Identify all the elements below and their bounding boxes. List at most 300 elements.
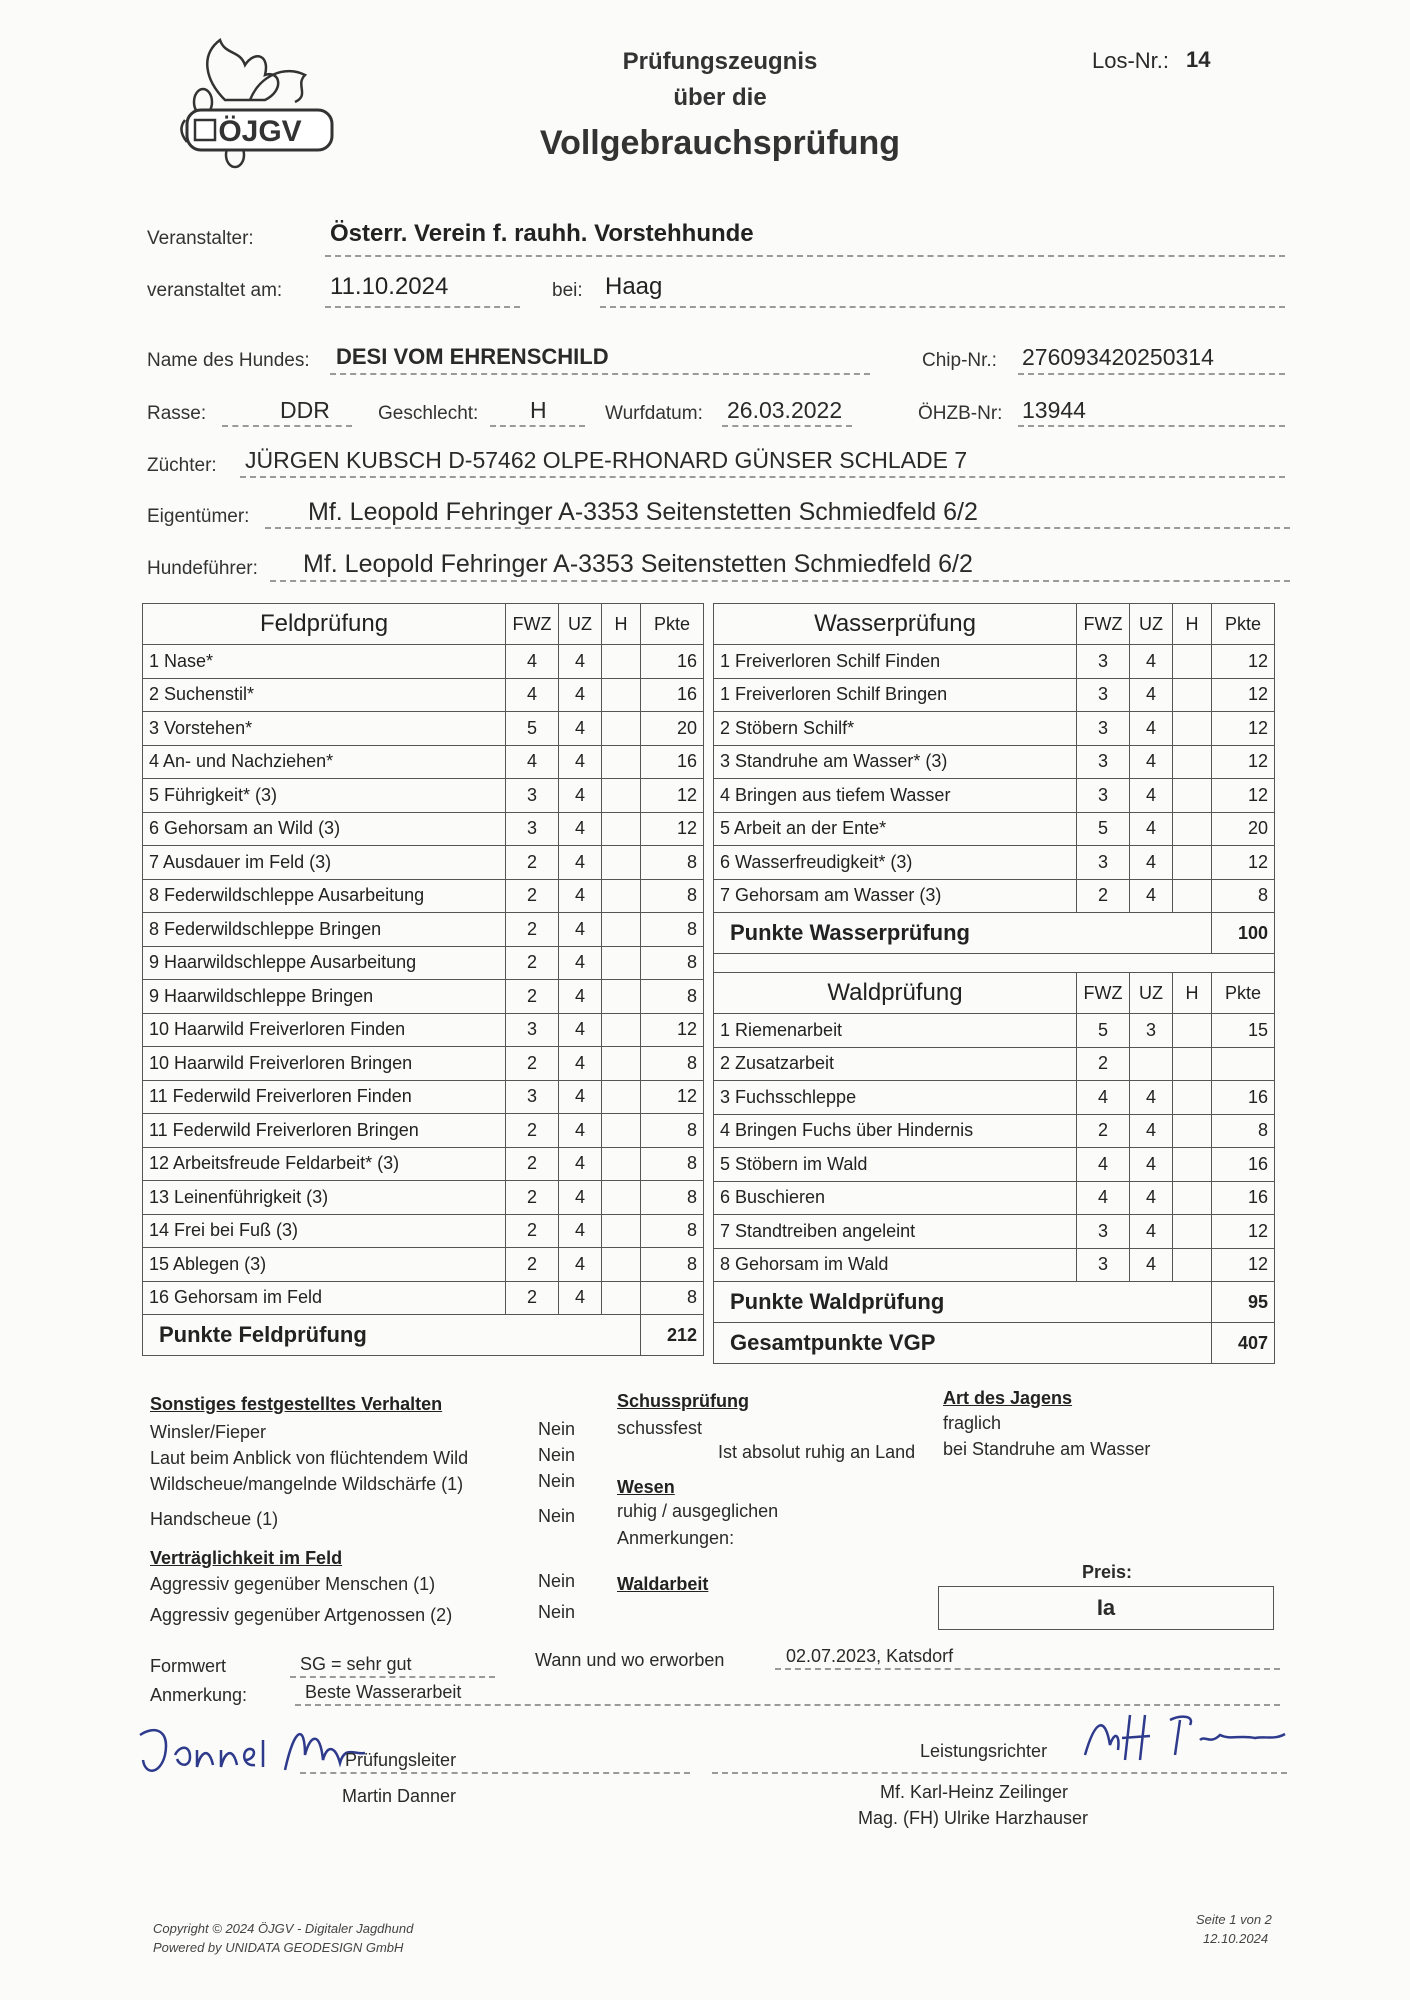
- wald-item-pkte: 8: [1212, 1114, 1275, 1148]
- feld-item-fwz: 3: [506, 1013, 559, 1047]
- col-fwz: FWZ: [506, 604, 559, 645]
- feld-item-name: 1 Nase*: [143, 645, 506, 679]
- anmerkungen-label: Anmerkungen:: [617, 1528, 735, 1548]
- eigentuemer-line: [265, 527, 1290, 529]
- feld-item-pkte: 8: [641, 1047, 704, 1081]
- feld-row: [143, 645, 704, 679]
- col-fwz: FWZ: [1077, 604, 1130, 645]
- feld-item-uz: 4: [559, 1047, 602, 1081]
- datum-value: 11.10.2024: [330, 273, 449, 300]
- ohzb-value: 13944: [1022, 397, 1086, 423]
- feld-item-uz: 4: [559, 1181, 602, 1215]
- preis-label: Preis:: [1082, 1562, 1133, 1582]
- feld-item-h: [602, 1214, 641, 1248]
- verhalten-item-label: Handscheue (1): [150, 1509, 279, 1529]
- los-label: Los-Nr.:: [1092, 48, 1170, 73]
- feld-item-name: 10 Haarwild Freiverloren Finden: [143, 1013, 506, 1047]
- feld-item-h: [602, 812, 641, 846]
- feld-row: [143, 879, 704, 913]
- wasser-item-uz: 4: [1130, 712, 1173, 746]
- title-line2: über die: [673, 84, 767, 111]
- veranstalter-line: [325, 255, 1285, 257]
- feld-item-fwz: 2: [506, 1181, 559, 1215]
- verhalten-item-label: Aggressiv gegenüber Menschen (1): [150, 1574, 436, 1594]
- wasser-item-uz: 4: [1130, 879, 1173, 913]
- wasser-wald-table: [713, 603, 1275, 1364]
- footer-date: 12.10.2024: [1203, 1931, 1269, 1946]
- pruefungsleiter-name: Martin Danner: [342, 1786, 457, 1806]
- rasse-value: DDR: [280, 397, 330, 423]
- wald-item-h: [1173, 1014, 1212, 1048]
- feld-item-pkte: 8: [641, 980, 704, 1014]
- fuehrer-value: Mf. Leopold Fehringer A-3353 Seitenstetten Schmiedfeld 6/2: [303, 550, 973, 578]
- feld-item-name: 11 Federwild Freiverloren Bringen: [143, 1114, 506, 1148]
- feld-row: [143, 712, 704, 746]
- wald-row: [714, 1181, 1275, 1215]
- verhalten-item-label: Laut beim Anblick von flüchtendem Wild: [150, 1448, 469, 1468]
- wasser-item-pkte: 20: [1212, 812, 1275, 846]
- preis-value: Ia: [938, 1586, 1274, 1630]
- signature-pruefungsleiter: [135, 1715, 375, 1785]
- wald-item-pkte: 16: [1212, 1181, 1275, 1215]
- wasser-row: [714, 645, 1275, 679]
- feld-item-pkte: 12: [641, 1013, 704, 1047]
- wasser-item-h: [1173, 645, 1212, 679]
- feld-total-value: 212: [641, 1315, 704, 1356]
- feld-item-fwz: 2: [506, 1214, 559, 1248]
- feld-item-h: [602, 846, 641, 880]
- wasser-row: [714, 678, 1275, 712]
- feld-total-label: Punkte Feldprüfung: [143, 1315, 641, 1356]
- verhalten-item-value: Nein: [538, 1506, 576, 1526]
- feld-item-uz: 4: [559, 678, 602, 712]
- wurf-line: [722, 425, 852, 427]
- feld-item-h: [602, 913, 641, 947]
- ojgv-logo: [165, 30, 345, 170]
- feld-item-fwz: 2: [506, 980, 559, 1014]
- wasser-item-fwz: 3: [1077, 712, 1130, 746]
- feld-item-uz: 4: [559, 812, 602, 846]
- vert-title: Verträglichkeit im Feld: [150, 1548, 343, 1568]
- feld-row: [143, 678, 704, 712]
- feld-item-h: [602, 1281, 641, 1315]
- col-uz: UZ: [1130, 604, 1173, 645]
- wald-item-h: [1173, 1248, 1212, 1282]
- feld-item-fwz: 3: [506, 779, 559, 813]
- erworben-value: 02.07.2023, Katsdorf: [786, 1646, 954, 1666]
- feld-row: [143, 1281, 704, 1315]
- verhalten-item-value: Nein: [538, 1571, 576, 1591]
- wasser-item-h: [1173, 812, 1212, 846]
- feld-item-name: 9 Haarwildschleppe Bringen: [143, 980, 506, 1014]
- wasser-item-uz: 4: [1130, 846, 1173, 880]
- los-value: 14: [1186, 47, 1211, 72]
- wasser-row: [714, 712, 1275, 746]
- veranstalter-value: Österr. Verein f. rauhh. Vorstehhunde: [330, 220, 754, 247]
- wald-item-h: [1173, 1181, 1212, 1215]
- wasser-item-h: [1173, 779, 1212, 813]
- richter2: Mag. (FH) Ulrike Harzhauser: [858, 1808, 1089, 1828]
- title-line1: Prüfungszeugnis: [622, 48, 818, 75]
- feld-item-uz: 4: [559, 745, 602, 779]
- feld-item-h: [602, 712, 641, 746]
- feld-item-pkte: 20: [641, 712, 704, 746]
- feld-item-uz: 4: [559, 1080, 602, 1114]
- feld-item-uz: 4: [559, 946, 602, 980]
- footer-copyright: Copyright © 2024 ÖJGV - Digitaler Jagdhund: [153, 1921, 414, 1936]
- rasse-label: Rasse:: [147, 403, 207, 424]
- wald-item-h: [1173, 1047, 1212, 1081]
- wasser-item-pkte: 8: [1212, 879, 1275, 913]
- wald-row: [714, 1114, 1275, 1148]
- wald-item-pkte: 12: [1212, 1248, 1275, 1282]
- wald-item-h: [1173, 1215, 1212, 1249]
- wasser-row: [714, 812, 1275, 846]
- wasser-row: [714, 879, 1275, 913]
- feld-item-h: [602, 678, 641, 712]
- feld-table: [142, 603, 704, 1356]
- wald-row: [714, 1081, 1275, 1115]
- wald-item-fwz: 3: [1077, 1215, 1130, 1249]
- feld-item-h: [602, 1147, 641, 1181]
- feld-item-name: 3 Vorstehen*: [143, 712, 506, 746]
- feld-item-fwz: 5: [506, 712, 559, 746]
- wald-item-name: 8 Gehorsam im Wald: [714, 1248, 1077, 1282]
- wald-row: [714, 1148, 1275, 1182]
- wald-item-pkte: 16: [1212, 1081, 1275, 1115]
- feld-item-h: [602, 1013, 641, 1047]
- verhalten-title: Sonstiges festgestelltes Verhalten: [150, 1394, 443, 1414]
- feld-item-pkte: 16: [641, 745, 704, 779]
- chip-line: [1018, 373, 1285, 375]
- ohzb-label: ÖHZB-Nr:: [918, 403, 1003, 424]
- zuechter-label: Züchter:: [147, 455, 217, 476]
- chip-label: Chip-Nr.:: [922, 350, 997, 371]
- wald-item-name: 1 Riemenarbeit: [714, 1014, 1077, 1048]
- feld-item-uz: 4: [559, 1114, 602, 1148]
- feld-title: Feldprüfung: [143, 604, 506, 645]
- feld-row: [143, 779, 704, 813]
- geschlecht-label: Geschlecht:: [378, 403, 479, 424]
- feld-item-h: [602, 1114, 641, 1148]
- feld-item-h: [602, 1080, 641, 1114]
- zuechter-value: JÜRGEN KUBSCH D-57462 OLPE-RHONARD GÜNSER SCHLADE 7: [245, 447, 968, 473]
- wasser-item-name: 1 Freiverloren Schilf Finden: [714, 645, 1077, 679]
- pruefungsleiter-label: Prüfungsleiter: [345, 1750, 457, 1770]
- spacer-row: [714, 954, 1275, 973]
- wasser-total-value: 100: [1212, 913, 1275, 954]
- feld-item-name: 5 Führigkeit* (3): [143, 779, 506, 813]
- wasser-row: [714, 779, 1275, 813]
- logo-text: ÖJGV: [218, 115, 302, 148]
- wasser-item-fwz: 3: [1077, 645, 1130, 679]
- verhalten-item-label: Winsler/Fieper: [150, 1422, 267, 1442]
- feld-row: [143, 1214, 704, 1248]
- feld-item-fwz: 2: [506, 946, 559, 980]
- feld-item-name: 13 Leinenführigkeit (3): [143, 1181, 506, 1215]
- feld-item-uz: 4: [559, 1214, 602, 1248]
- ohzb-line: [1018, 425, 1285, 427]
- verhalten-item-value: Nein: [538, 1602, 576, 1622]
- zuechter-line: [240, 476, 1285, 478]
- feld-item-fwz: 2: [506, 1147, 559, 1181]
- col-uz: UZ: [1130, 973, 1173, 1014]
- wald-item-uz: 4: [1130, 1081, 1173, 1115]
- feld-item-h: [602, 1248, 641, 1282]
- wald-item-fwz: 3: [1077, 1248, 1130, 1282]
- geschlecht-line: [490, 425, 585, 427]
- wald-item-uz: 4: [1130, 1248, 1173, 1282]
- feld-item-name: 4 An- und Nachziehen*: [143, 745, 506, 779]
- footer-powered: Powered by UNIDATA GEODESIGN GmbH: [153, 1940, 404, 1955]
- formwert-line: [290, 1676, 495, 1678]
- erworben-line: [775, 1668, 1280, 1670]
- rasse-line: [222, 425, 352, 427]
- col-h: H: [1173, 973, 1212, 1014]
- waldarbeit-title: Waldarbeit: [617, 1574, 709, 1594]
- wasser-item-uz: 4: [1130, 645, 1173, 679]
- wald-item-name: 3 Fuchsschleppe: [714, 1081, 1077, 1115]
- wasser-item-name: 5 Arbeit an der Ente*: [714, 812, 1077, 846]
- feld-item-fwz: 4: [506, 745, 559, 779]
- wald-item-name: 5 Stöbern im Wald: [714, 1148, 1077, 1182]
- feld-item-name: 2 Suchenstil*: [143, 678, 506, 712]
- formwert-value: SG = sehr gut: [300, 1654, 412, 1674]
- wald-item-pkte: [1212, 1047, 1275, 1081]
- wald-row: [714, 1014, 1275, 1048]
- wald-item-fwz: 2: [1077, 1114, 1130, 1148]
- feld-item-uz: 4: [559, 645, 602, 679]
- feld-row: [143, 846, 704, 880]
- bei-label: bei:: [552, 280, 583, 301]
- schuss-note: Ist absolut ruhig an Land: [718, 1442, 916, 1462]
- gesamt-value: 407: [1212, 1323, 1275, 1364]
- wald-item-fwz: 2: [1077, 1047, 1130, 1081]
- feld-row: [143, 946, 704, 980]
- wasser-row: [714, 745, 1275, 779]
- richter-line: [712, 1772, 1287, 1774]
- feld-item-uz: 4: [559, 1248, 602, 1282]
- wald-item-uz: 4: [1130, 1148, 1173, 1182]
- wald-item-name: 2 Zusatzarbeit: [714, 1047, 1077, 1081]
- feld-item-fwz: 2: [506, 879, 559, 913]
- verhalten-item-label: Wildscheue/mangelnde Wildschärfe (1): [150, 1474, 464, 1494]
- feld-item-pkte: 8: [641, 846, 704, 880]
- anmerkung-value: Beste Wasserarbeit: [305, 1682, 462, 1702]
- anmerkung-label: Anmerkung:: [150, 1685, 248, 1705]
- feld-item-h: [602, 745, 641, 779]
- wasser-item-h: [1173, 879, 1212, 913]
- feld-item-name: 14 Frei bei Fuß (3): [143, 1214, 506, 1248]
- wasser-item-pkte: 12: [1212, 645, 1275, 679]
- eigentuemer-label: Eigentümer:: [147, 506, 250, 527]
- wasser-item-uz: 4: [1130, 678, 1173, 712]
- feld-item-fwz: 4: [506, 645, 559, 679]
- title-line3: Vollgebrauchsprüfung: [539, 124, 901, 162]
- feld-item-pkte: 12: [641, 779, 704, 813]
- feld-row: [143, 980, 704, 1014]
- feld-row: [143, 1181, 704, 1215]
- wasser-item-name: 6 Wasserfreudigkeit* (3): [714, 846, 1077, 880]
- col-h: H: [1173, 604, 1212, 645]
- wald-item-fwz: 4: [1077, 1181, 1130, 1215]
- wasser-item-name: 7 Gehorsam am Wasser (3): [714, 879, 1077, 913]
- wald-item-uz: 4: [1130, 1114, 1173, 1148]
- feld-item-uz: 4: [559, 712, 602, 746]
- wasser-item-uz: 4: [1130, 779, 1173, 813]
- col-pkte: Pkte: [1212, 973, 1275, 1014]
- wald-item-h: [1173, 1114, 1212, 1148]
- wasser-item-h: [1173, 678, 1212, 712]
- verhalten-item-value: Nein: [538, 1471, 576, 1491]
- wasser-item-h: [1173, 846, 1212, 880]
- wurf-value: 26.03.2022: [727, 397, 843, 423]
- feld-item-uz: 4: [559, 1013, 602, 1047]
- wasser-item-fwz: 3: [1077, 846, 1130, 880]
- feld-item-uz: 4: [559, 1147, 602, 1181]
- wald-total-value: 95: [1212, 1282, 1275, 1323]
- wasser-item-name: 2 Stöbern Schilf*: [714, 712, 1077, 746]
- feld-row: [143, 1013, 704, 1047]
- col-fwz: FWZ: [1077, 973, 1130, 1014]
- feld-item-h: [602, 779, 641, 813]
- feld-item-fwz: 2: [506, 1281, 559, 1315]
- wald-row: [714, 1215, 1275, 1249]
- feld-item-pkte: 8: [641, 1147, 704, 1181]
- feld-item-pkte: 8: [641, 1114, 704, 1148]
- feld-item-pkte: 12: [641, 1080, 704, 1114]
- feld-item-uz: 4: [559, 779, 602, 813]
- col-pkte: Pkte: [1212, 604, 1275, 645]
- feld-item-pkte: 8: [641, 946, 704, 980]
- wald-item-h: [1173, 1148, 1212, 1182]
- feld-item-fwz: 2: [506, 846, 559, 880]
- wasser-item-fwz: 5: [1077, 812, 1130, 846]
- wasser-item-h: [1173, 745, 1212, 779]
- feld-item-uz: 4: [559, 1281, 602, 1315]
- feld-item-pkte: 8: [641, 1181, 704, 1215]
- feld-item-fwz: 2: [506, 1047, 559, 1081]
- feld-total-row: [143, 1315, 704, 1356]
- wasser-item-pkte: 12: [1212, 779, 1275, 813]
- wasser-item-pkte: 12: [1212, 745, 1275, 779]
- wasser-item-pkte: 12: [1212, 846, 1275, 880]
- col-pkte: Pkte: [641, 604, 704, 645]
- wald-item-fwz: 4: [1077, 1148, 1130, 1182]
- feld-item-name: 8 Federwildschleppe Bringen: [143, 913, 506, 947]
- feld-item-pkte: 8: [641, 879, 704, 913]
- wurf-label: Wurfdatum:: [605, 403, 703, 424]
- verhalten-item-label: Aggressiv gegenüber Artgenossen (2): [150, 1605, 453, 1625]
- col-uz: UZ: [559, 604, 602, 645]
- wald-row: [714, 1248, 1275, 1282]
- feld-item-fwz: 3: [506, 812, 559, 846]
- feld-item-name: 8 Federwildschleppe Ausarbeitung: [143, 879, 506, 913]
- feld-item-fwz: 2: [506, 1248, 559, 1282]
- wald-item-uz: [1130, 1047, 1173, 1081]
- schuss-title: Schussprüfung: [617, 1391, 750, 1411]
- wald-item-name: 4 Bringen Fuchs über Hindernis: [714, 1114, 1077, 1148]
- feld-item-name: 9 Haarwildschleppe Ausarbeitung: [143, 946, 506, 980]
- richter-label: Leistungsrichter: [920, 1741, 1048, 1761]
- feld-item-name: 7 Ausdauer im Feld (3): [143, 846, 506, 880]
- wesen-title: Wesen: [617, 1477, 675, 1497]
- feld-item-pkte: 8: [641, 1248, 704, 1282]
- bei-line: [600, 306, 1285, 308]
- verhalten-item-value: Nein: [538, 1445, 576, 1465]
- eigentuemer-value: Mf. Leopold Fehringer A-3353 Seitenstetten Schmiedfeld 6/2: [308, 498, 978, 526]
- fuehrer-label: Hundeführer:: [147, 558, 258, 579]
- feld-item-name: 11 Federwild Freiverloren Finden: [143, 1080, 506, 1114]
- wald-item-uz: 4: [1130, 1181, 1173, 1215]
- feld-row: [143, 812, 704, 846]
- feld-item-pkte: 8: [641, 1214, 704, 1248]
- verhalten-item-value: Nein: [538, 1419, 576, 1439]
- wasser-item-pkte: 12: [1212, 678, 1275, 712]
- feld-item-h: [602, 980, 641, 1014]
- chip-value: 276093420250314: [1022, 344, 1214, 370]
- bei-value: Haag: [605, 273, 663, 300]
- wald-item-h: [1173, 1081, 1212, 1115]
- wasser-item-pkte: 12: [1212, 712, 1275, 746]
- formwert-label: Formwert: [150, 1656, 226, 1676]
- feld-row: [143, 1114, 704, 1148]
- feld-item-h: [602, 879, 641, 913]
- datum-line: [325, 306, 520, 308]
- hund-label: Name des Hundes:: [147, 350, 310, 371]
- col-h: H: [602, 604, 641, 645]
- wald-item-pkte: 12: [1212, 1215, 1275, 1249]
- wasser-item-fwz: 2: [1077, 879, 1130, 913]
- wasser-item-fwz: 3: [1077, 779, 1130, 813]
- jagen-line1: fraglich: [943, 1413, 1002, 1433]
- feld-item-h: [602, 645, 641, 679]
- wasser-item-uz: 4: [1130, 745, 1173, 779]
- feld-item-fwz: 2: [506, 913, 559, 947]
- feld-item-pkte: 8: [641, 1281, 704, 1315]
- feld-row: [143, 1147, 704, 1181]
- richter1: Mf. Karl-Heinz Zeilinger: [880, 1782, 1069, 1802]
- feld-item-h: [602, 1181, 641, 1215]
- wald-total-row: [714, 1282, 1275, 1323]
- wald-item-fwz: 5: [1077, 1014, 1130, 1048]
- feld-row: [143, 1047, 704, 1081]
- footer-page: Seite 1 von 2: [1196, 1912, 1272, 1927]
- feld-item-name: 12 Arbeitsfreude Feldarbeit* (3): [143, 1147, 506, 1181]
- feld-item-name: 10 Haarwild Freiverloren Bringen: [143, 1047, 506, 1081]
- wesen-value: ruhig / ausgeglichen: [617, 1501, 779, 1521]
- schuss-value: schussfest: [617, 1418, 703, 1438]
- wasser-item-uz: 4: [1130, 812, 1173, 846]
- feld-item-fwz: 2: [506, 1114, 559, 1148]
- jagen-title: Art des Jagens: [943, 1388, 1073, 1408]
- hund-line: [330, 373, 870, 375]
- feld-row: [143, 1248, 704, 1282]
- feld-row: [143, 1080, 704, 1114]
- wald-item-pkte: 15: [1212, 1014, 1275, 1048]
- feld-item-uz: 4: [559, 879, 602, 913]
- wasser-title: Wasserprüfung: [714, 604, 1077, 645]
- feld-row: [143, 745, 704, 779]
- signature-richter: [1080, 1700, 1290, 1770]
- wald-item-uz: 4: [1130, 1215, 1173, 1249]
- wasser-item-name: 4 Bringen aus tiefem Wasser: [714, 779, 1077, 813]
- wald-total-label: Punkte Waldprüfung: [714, 1282, 1212, 1323]
- feld-item-pkte: 12: [641, 812, 704, 846]
- feld-item-h: [602, 1047, 641, 1081]
- wald-item-name: 6 Buschieren: [714, 1181, 1077, 1215]
- wasser-item-fwz: 3: [1077, 745, 1130, 779]
